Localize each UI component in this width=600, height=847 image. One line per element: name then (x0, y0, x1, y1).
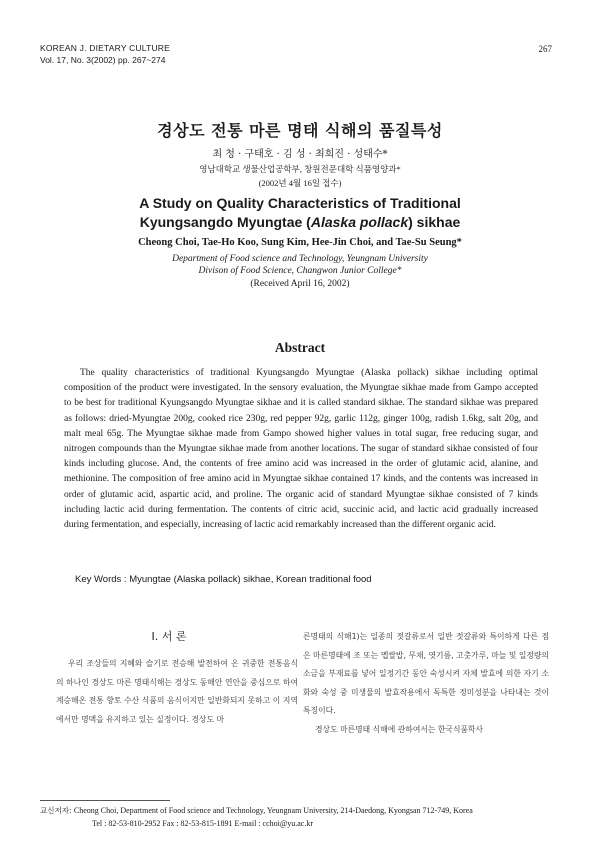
affiliation-line: Divison of Food Science, Changwon Junior College* (198, 266, 402, 276)
affiliation-line: Department of Food science and Technology, Yeungnam University (172, 254, 428, 264)
intro-paragraph: 른명태의 식해1)는 일종의 젓갈류로서 일반 젓갈류와 특이하게 다른 점은 마른명태에 조 또는 멥쌀밥, 무채, 엿기름, 고춧가루, 마늘 및 일정량의 소금을 부재료를 넣어 일정기간 동안 숙성시켜 자체 발효에 의한 자기 소화와 숙성 중 미생물의 발효작용에서 독특한 정미성분을 나타내는 것이 특징이다. (303, 632, 549, 715)
intro-paragraph: 경상도 마른명태 식해에 관하여서는 한국식품학사 (315, 724, 484, 734)
korean-authors: 최 청 · 구태호 · 김 성 · 최희진 · 성태수* (212, 149, 388, 160)
korean-affiliation: 영남대학교 생물산업공학부, 창원전문대학 식품영양과* (199, 164, 401, 174)
abstract-text: The quality characteristics of traditional Kyungsangdo Myungtae (Alaska pollack) sikhae including optimal composition of the product were investigated. In the sensory evaluation, the Myungtae sikhae made from Gampo accepted to be best for traditional Kyungsangdo Myungtae sikhae and it is called standard sikhae. The standard sikhae was prepared as follows: dried-Myungtae 200g, cooked rice 230g, red pepper 92g, garlic 112g, ginger 100g, radish 1.6kg, salt 20g, and malt meal 65g. The Myungtae sikhae made from Gampo showed higher values in total sugar, free reducing sugar, and nitrogen compounds than the Myungtae sikhae made from another locations. The sugar of standard sikhae consisted of four kinds including glucose. And, the contents of free amino acid was increased in the order of glutamic acid, alanine, and methionine. The composition of free amino acid in Myungtae sikhae contained 17 kinds, and the contents was increased in order of glutamic acid, aspartic acid, and proline. The organic acid of standard Myungtae sikhae consisted of 7 kinds including lactic acid during fermentation. The contents of citric acid, succinic acid, and lactic acid gradually increased during fermentation, and especially, increasing of lactic acid remarkably increased than the different organic acid. (64, 368, 538, 531)
abstract-body (64, 366, 538, 533)
english-title-line2 (0, 213, 600, 232)
keywords (75, 574, 372, 585)
footnote-line (40, 804, 473, 817)
english-received-date: (Received April 16, 2002) (250, 279, 350, 289)
section-heading-introduction: I. 서 론 (151, 630, 187, 643)
page-number: 267 (538, 44, 552, 54)
corresponding-author-footnote (40, 804, 473, 830)
english-authors: Cheong Choi, Tae-Ho Koo, Sung Kim, Hee-Jin Choi, and Tae-Su Seung* (138, 237, 462, 248)
journal-name: KOREAN J. DIETARY CULTURE (40, 43, 171, 53)
english-affiliation (0, 253, 600, 277)
title-species: Alaska pollack (310, 214, 409, 230)
abstract-heading: Abstract (274, 340, 326, 355)
keywords-text: Myungtae (Alaska pollack) sikhae, Korean traditional food (129, 574, 372, 585)
english-title (0, 194, 600, 232)
footnote-divider (40, 800, 170, 801)
footnote-label: 교신저자: (40, 806, 74, 815)
intro-right-column (303, 628, 549, 739)
title-part: Kyungsangdo Myungtae ( (139, 214, 311, 230)
korean-received-date: (2002년 4월 16일 접수) (258, 178, 342, 188)
intro-left-column (56, 655, 298, 729)
footnote-contact: Tel : 82-53-810-2952 Fax : 82-53-815-1891 E-mail : cchoi@yu.ac.kr (92, 819, 313, 828)
keywords-label: Key Words : (75, 574, 130, 585)
korean-title: 경상도 전통 마른 명태 식해의 품질특성 (157, 121, 443, 140)
footnote-address: Cheong Choi, Department of Food science and Technology, Yeungnam University, 214-Daedong, Kyongsan 712-749, Korea (73, 806, 473, 815)
title-part: ) sikhae (408, 214, 461, 230)
volume-info: Vol. 17, No. 3(2002) pp. 267~274 (40, 55, 166, 65)
english-title-line1: A Study on Quality Characteristics of Traditional (139, 195, 461, 211)
intro-paragraph: 우리 조상들의 지혜와 슬기로 전승해 발전하여 온 귀중한 전통음식의 하나인 경상도 마른 명태식해는 경상도 동해안 연안을 중심으로 하여 계승해온 전통 향토 수산 식품의 음식이지만 일반화되지 못하고 이 지역에서만 명맥을 유지하고 있는 실정이다. 경상도 마 (56, 659, 298, 724)
